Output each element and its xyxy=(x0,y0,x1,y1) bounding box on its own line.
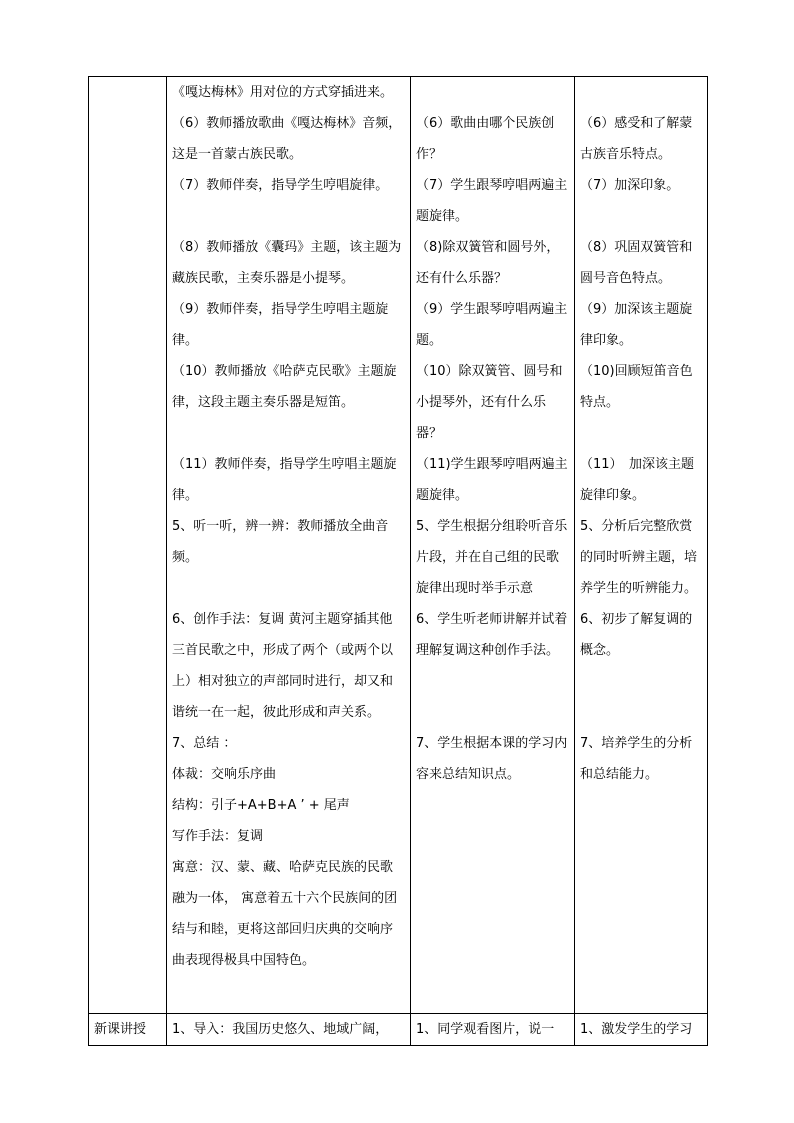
student-text: 7、学生根据本课的学习内容来总结知识点。 xyxy=(416,736,568,782)
intent-text: 1、激发学生的学习 xyxy=(575,1014,708,1046)
intent-text: 5、分析后完整欣赏的同时听辨主题，培养学生的听辨能力。 xyxy=(580,519,698,596)
table-row xyxy=(89,1014,708,1046)
intent-text: （8）巩固双簧管和圆号音色特点。 xyxy=(580,240,693,286)
spacer xyxy=(172,418,405,449)
intent-text: （10)回顾短笛音色特点。 xyxy=(580,364,693,410)
teacher-text: （8）教师播放《囊玛》主题，该主题为藏族民歌，主奏乐器是小提琴。 xyxy=(172,240,402,286)
stage-cell-empty xyxy=(89,77,167,1014)
intent-text: 7、培养学生的分析和总结能力。 xyxy=(580,736,693,782)
student-activity-cell xyxy=(411,77,575,1014)
teacher-text: （6）教师播放歌曲《嘎达梅林》音频，这是一首蒙古族民歌。 xyxy=(172,116,402,162)
stage-label: 新课讲授 xyxy=(89,1014,167,1046)
spacer xyxy=(416,697,569,728)
teacher-text: 体裁：交响乐序曲 xyxy=(172,767,277,782)
intent-text: （9）加深该主题旋律印象。 xyxy=(580,302,693,348)
student-text: （7）学生跟琴哼唱两遍主题旋律。 xyxy=(416,178,568,224)
teacher-activity-cell xyxy=(167,77,411,1014)
teacher-text: 7、总结 ： xyxy=(172,736,237,751)
spacer xyxy=(416,77,569,108)
spacer xyxy=(580,697,702,728)
lesson-plan-table xyxy=(88,76,708,1046)
teacher-text: （7）教师伴奏，指导学生哼唱旋律。 xyxy=(172,178,389,193)
teacher-text: （10）教师播放《哈萨克民歌》主题旋律，这段主题主奏乐器是短笛。 xyxy=(172,364,397,410)
intent-text: 6、初步了解复调的概念。 xyxy=(580,612,693,658)
table-row xyxy=(89,77,708,1014)
student-text: 1、同学观看图片，说一 xyxy=(411,1014,575,1046)
student-text: （9）学生跟琴哼唱两遍主题。 xyxy=(416,302,568,348)
spacer xyxy=(172,201,405,232)
spacer xyxy=(580,418,702,449)
student-text: 5、学生根据分组聆听音乐片段，并在自己组的民歌旋律出现时举手示意 xyxy=(416,519,568,596)
intent-text: （7）加深印象。 xyxy=(580,178,680,193)
teacher-text: （11）教师伴奏，指导学生哼唱主题旋律。 xyxy=(172,457,397,503)
spacer xyxy=(580,666,702,697)
student-text: （6）歌曲由哪个民族创作？ xyxy=(416,116,555,162)
student-text: （10）除双簧管、圆号和小提琴外，还有什么乐器？ xyxy=(416,364,563,441)
spacer xyxy=(580,77,702,108)
spacer xyxy=(172,573,405,604)
teacher-text: 6、创作手法：复调 黄河主题穿插其他三首民歌之中，形成了两个（或两个以上）相对独立的声部同时进行，却又和谐统一在一起，彼此形成和声关系。 xyxy=(172,612,394,720)
spacer xyxy=(416,666,569,697)
intent-text: （11） 加深该主题旋律印象。 xyxy=(580,457,695,503)
teacher-text: 《嘎达梅林》用对位的方式穿插进来。 xyxy=(172,85,394,100)
student-text: 6、学生听老师讲解并试着理解复调这种创作手法。 xyxy=(416,612,568,658)
teacher-text: 结构：引子+A+B+A ’ + 尾声 xyxy=(172,798,350,813)
student-text: （11)学生跟琴哼唱两遍主题旋律。 xyxy=(416,457,568,503)
teacher-text: 1、导入：我国历史悠久、地域广阔， xyxy=(167,1014,411,1046)
teacher-text: 写作手法：复调 xyxy=(172,829,264,844)
teacher-text: 寓意：汉、蒙、藏、哈萨克民族的民歌融为一体， 寓意着五十六个民族间的团结与和睦，更将这部回归庆典的交响序曲表现得极具中国特色。 xyxy=(172,860,398,968)
spacer xyxy=(580,201,702,232)
design-intent-cell xyxy=(575,77,708,1014)
teacher-text: （9）教师伴奏，指导学生哼唱主题旋律。 xyxy=(172,302,389,348)
student-text: （8)除双簧管和圆号外，还有什么乐器？ xyxy=(416,240,560,286)
teacher-text: 5、听一听，辨一辨：教师播放全曲音频。 xyxy=(172,519,389,565)
intent-text: （6）感受和了解蒙古族音乐特点。 xyxy=(580,116,693,162)
